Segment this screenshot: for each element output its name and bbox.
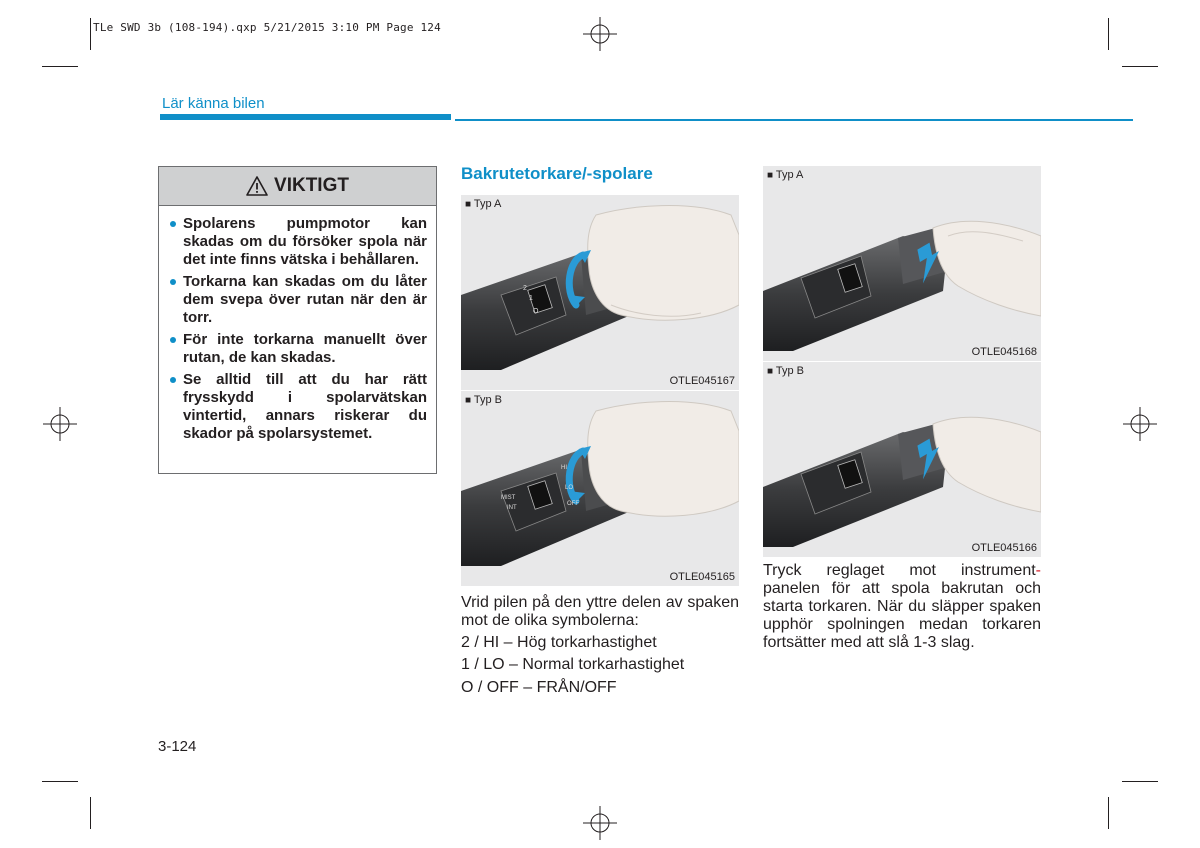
section-heading: Bakrutetorkare/-spolare: [461, 164, 653, 183]
warning-header: [159, 167, 436, 206]
warning-item: För inte torkarna manuellt över rutan, de kan skadas.: [169, 331, 427, 367]
wiper-stalk-illustration: [461, 391, 739, 586]
stalk-label: O: [533, 308, 539, 315]
figure-label: ■ Typ B: [767, 365, 804, 377]
figure-rear-wiper-type-a: [461, 195, 739, 390]
crop-mark: [1122, 66, 1158, 67]
washer-text-line1: Tryck reglaget mot instrument: [763, 562, 1036, 579]
figure-code: OTLE045165: [669, 571, 735, 583]
registration-mark: [583, 806, 617, 840]
mode-hi: 2 / HI – Hög torkarhastighet: [461, 634, 657, 651]
crop-mark: [1122, 781, 1158, 782]
stalk-label: 1: [529, 295, 533, 302]
wiper-stalk-illustration: [461, 195, 739, 390]
warning-list: [169, 215, 427, 447]
warning-box: [158, 166, 437, 474]
registration-mark: [1123, 407, 1157, 441]
mode-lo: 1 / LO – Normal torkarhastighet: [461, 656, 685, 673]
stalk-label: MIST: [501, 495, 516, 501]
washer-instructions: [763, 562, 1041, 652]
figure-rear-washer-type-b: [763, 361, 1041, 557]
intro-text: Vrid pilen på den yttre delen av spaken mot de olika symbolerna:: [461, 594, 739, 629]
mode-off: O / OFF – FRÅN/OFF: [461, 679, 617, 696]
warning-item: Spolarens pumpmotor kan skadas om du försöker spola när det inte finns vätska i behållaren.: [169, 215, 427, 269]
section-title: Lär känna bilen: [162, 95, 265, 112]
figure-rear-washer-type-a: [763, 166, 1041, 361]
crop-mark: [42, 66, 78, 67]
hyphen-mark: -: [1035, 562, 1041, 579]
crop-mark: [90, 18, 91, 50]
stalk-label: INT: [507, 505, 517, 511]
page-number: 3-124: [158, 738, 197, 755]
warning-item: Se alltid till att du har rätt frysskydd i spolarvätskan vintertid, annars riskerar du skador på spolarsystemet.: [169, 371, 427, 443]
washer-text-rest: panelen för att spola bakrutan och starta torkaren. När du släpper spaken upphör spolningen medan torkaren fortsätter med att slå 1-3 slag.: [763, 580, 1041, 651]
print-slug: TLe SWD 3b (108-194).qxp 5/21/2015 3:10 PM Page 124: [93, 21, 441, 34]
figure-label: ■ Typ A: [767, 169, 803, 181]
warning-title: VIKTIGT: [274, 175, 349, 196]
figure-code: OTLE045167: [669, 375, 735, 387]
stalk-label: LO: [565, 485, 574, 491]
washer-stalk-illustration: [763, 362, 1041, 557]
figure-label: ■ Typ B: [465, 394, 502, 406]
washer-stalk-illustration: [763, 166, 1041, 361]
crop-mark: [1108, 18, 1109, 50]
crop-mark: [90, 797, 91, 829]
header-bar: [160, 114, 451, 120]
figure-rear-wiper-type-b: [461, 390, 739, 586]
registration-mark: [43, 407, 77, 441]
warning-triangle-icon: [246, 176, 268, 196]
stalk-label: 2: [523, 285, 527, 292]
stalk-label: HI: [561, 465, 567, 471]
warning-item: Torkarna kan skadas om du låter dem svepa över rutan när den är torr.: [169, 273, 427, 327]
figure-code: OTLE045166: [971, 542, 1037, 554]
figure-label: ■ Typ A: [465, 198, 501, 210]
crop-mark: [42, 781, 78, 782]
header-rule: [455, 119, 1133, 121]
registration-mark: [583, 17, 617, 51]
stalk-label: OFF: [567, 501, 579, 507]
crop-mark: [1108, 797, 1109, 829]
figure-code: OTLE045168: [971, 346, 1037, 358]
